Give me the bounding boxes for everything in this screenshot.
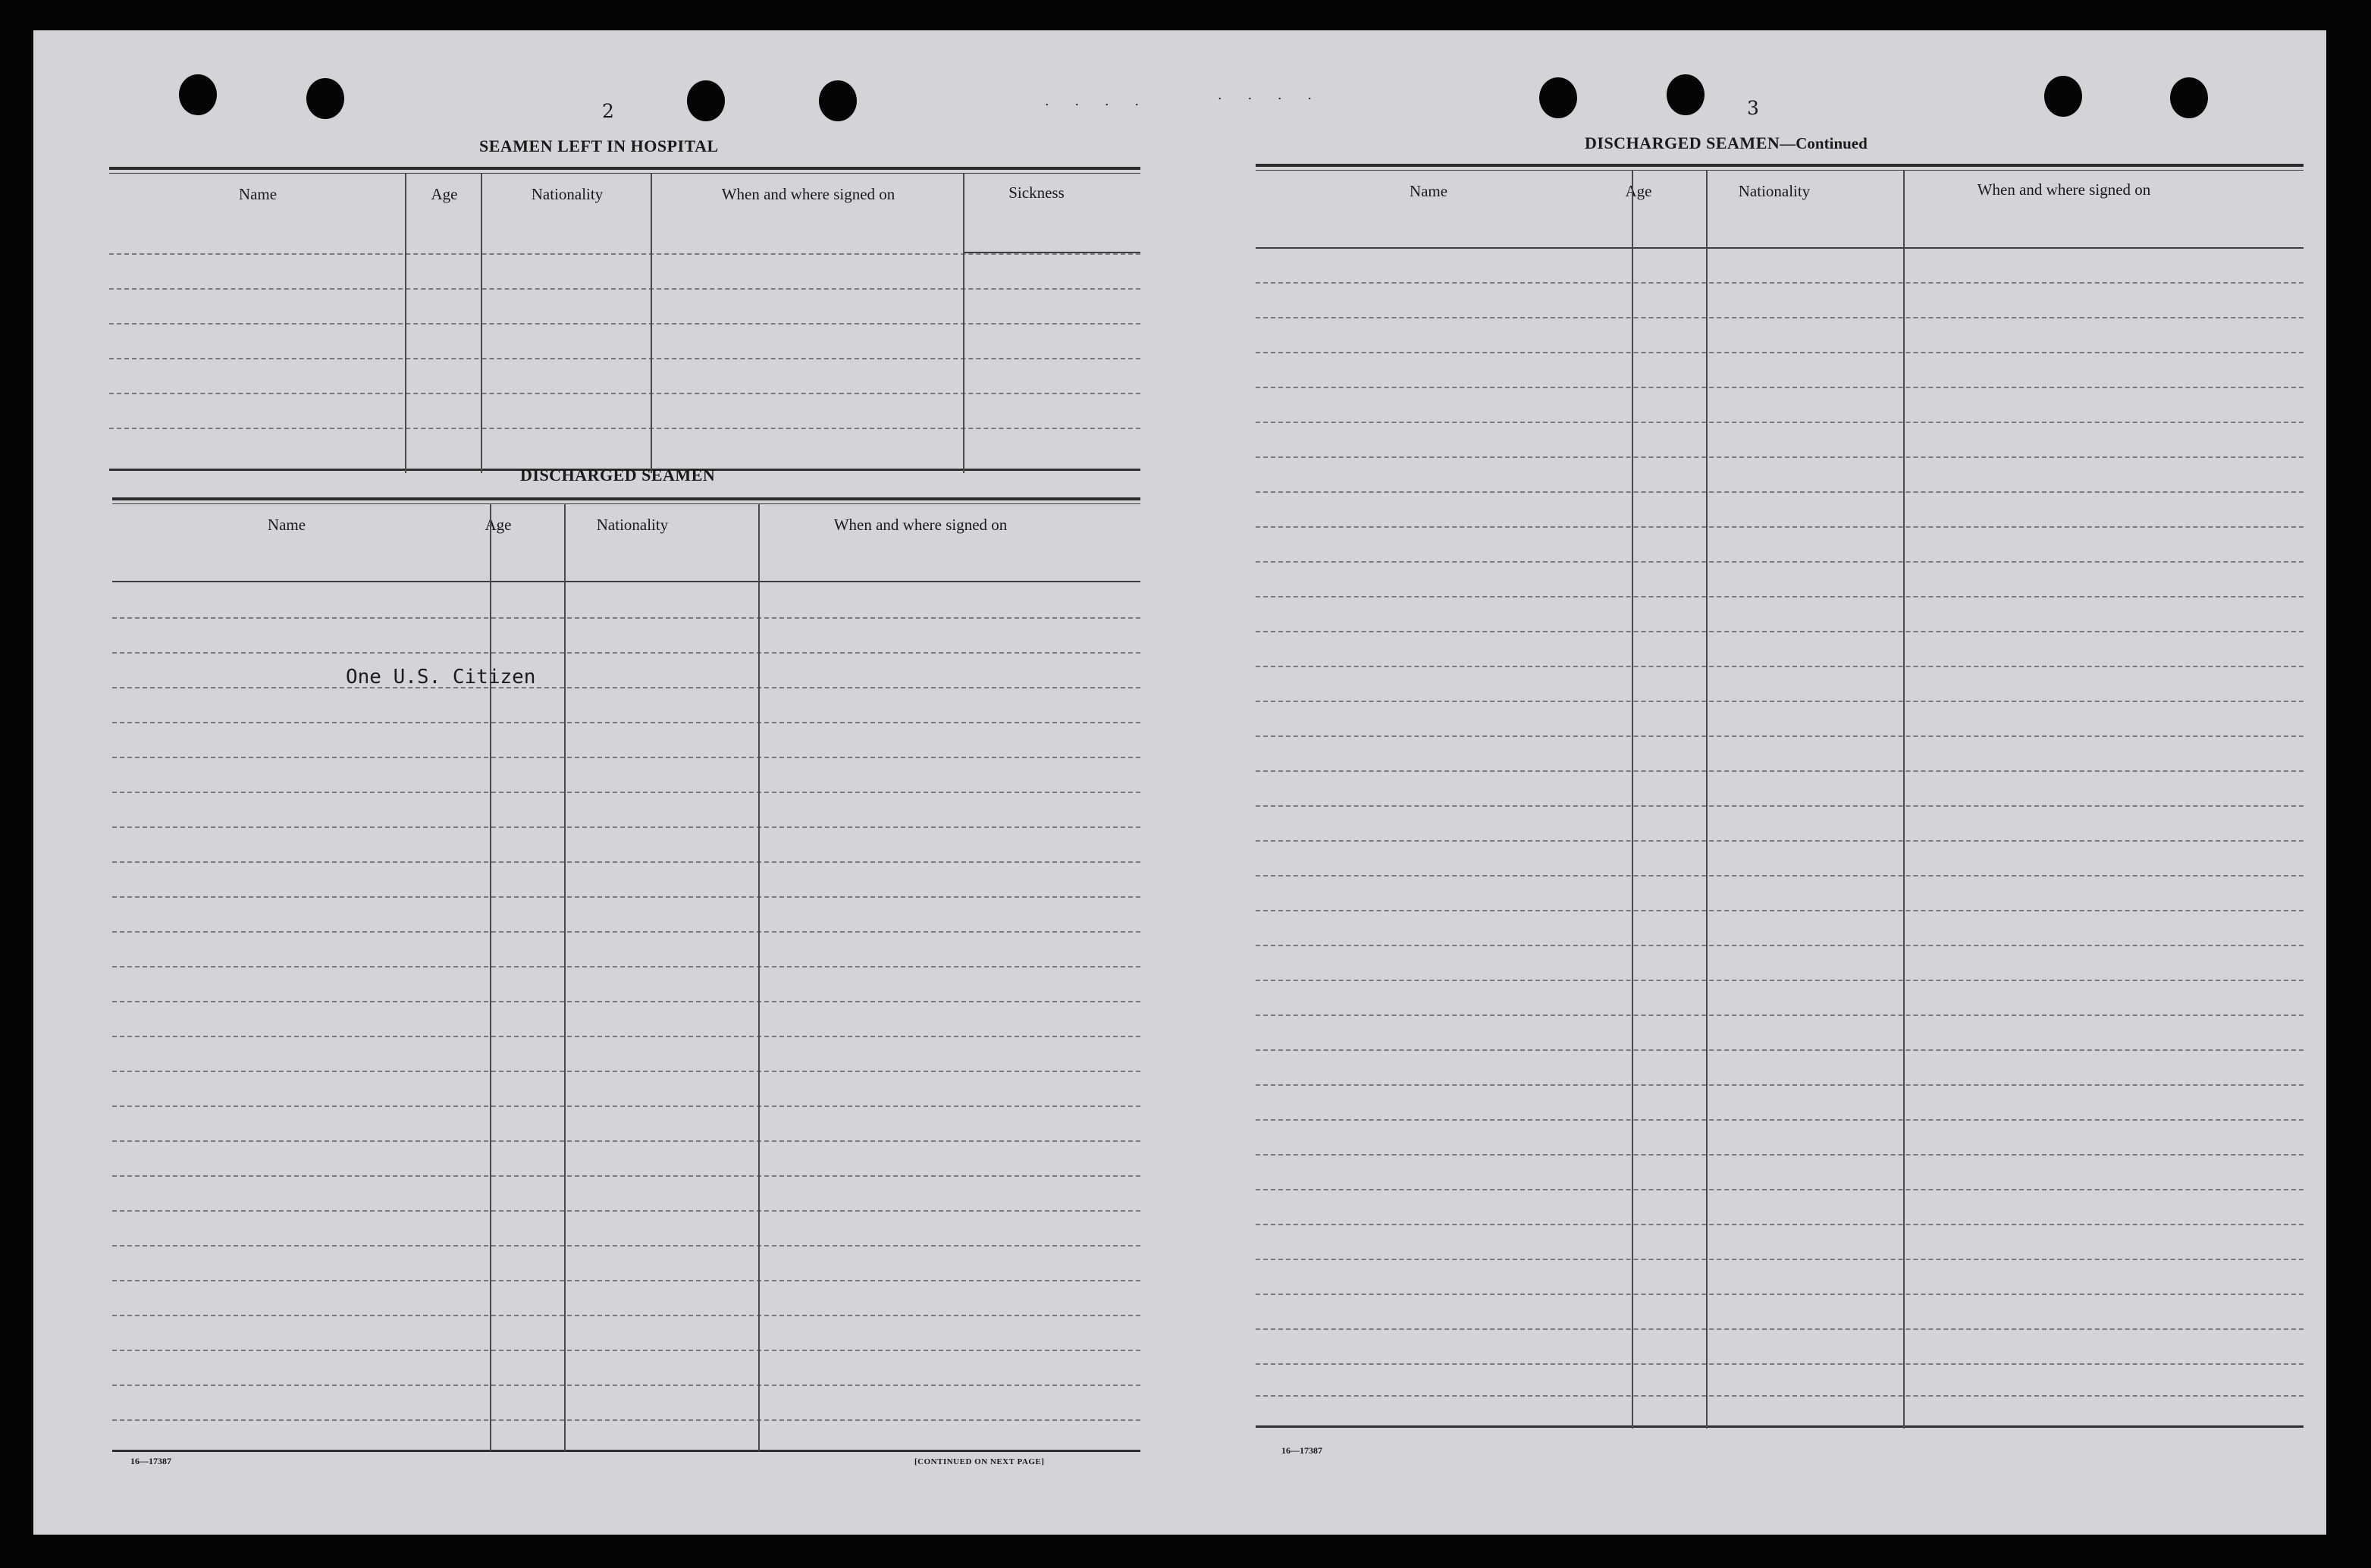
discharged-table	[112, 497, 1140, 1454]
col-header-signed-on: When and where signed on	[833, 516, 1008, 534]
punch-hole	[2170, 77, 2208, 118]
scan-specks: · · · ·	[1218, 91, 1323, 107]
hospital-table	[109, 167, 1140, 470]
punch-hole	[2044, 76, 2082, 117]
form-number-right: 16—17387	[1281, 1445, 1322, 1456]
scanned-document-sheet	[33, 30, 2326, 1535]
col-header-signed-on: When and where signed on	[1977, 180, 2151, 199]
col-header-sickness: Sickness	[1008, 183, 1065, 202]
punch-hole	[819, 80, 857, 121]
typed-entry: One U.S. Citizen	[346, 666, 536, 688]
col-header-nationality: Nationality	[1738, 182, 1811, 200]
discharged-section-title: DISCHARGED SEAMEN	[520, 466, 716, 485]
hospital-section-title: SEAMEN LEFT IN HOSPITAL	[479, 136, 719, 155]
punch-hole	[687, 80, 725, 121]
punch-hole	[1539, 77, 1577, 118]
punch-hole	[306, 78, 344, 119]
col-header-name: Name	[267, 516, 306, 534]
col-header-signed-on: When and where signed on	[721, 185, 895, 203]
title-suffix: —Continued	[1780, 134, 1868, 152]
title-main: DISCHARGED SEAMEN	[1585, 133, 1780, 152]
punch-hole	[1667, 74, 1705, 115]
form-number-left: 16—17387	[130, 1456, 171, 1466]
punch-hole	[179, 74, 217, 115]
col-header-age: Age	[431, 185, 458, 203]
scan-specks: · · · ·	[1045, 97, 1150, 113]
col-header-name: Name	[238, 185, 278, 203]
discharged-continued-table	[1256, 164, 2304, 1432]
continued-note: [CONTINUED ON NEXT PAGE]	[914, 1457, 1045, 1466]
col-header-nationality: Nationality	[531, 185, 604, 203]
col-header-nationality: Nationality	[596, 516, 669, 534]
discharged-continued-title	[1585, 133, 1868, 153]
col-header-age: Age	[1625, 182, 1652, 200]
col-header-age: Age	[485, 516, 512, 534]
col-header-name: Name	[1409, 182, 1448, 200]
page-number-left: 2	[602, 100, 614, 122]
page-number-right: 3	[1747, 97, 1759, 119]
